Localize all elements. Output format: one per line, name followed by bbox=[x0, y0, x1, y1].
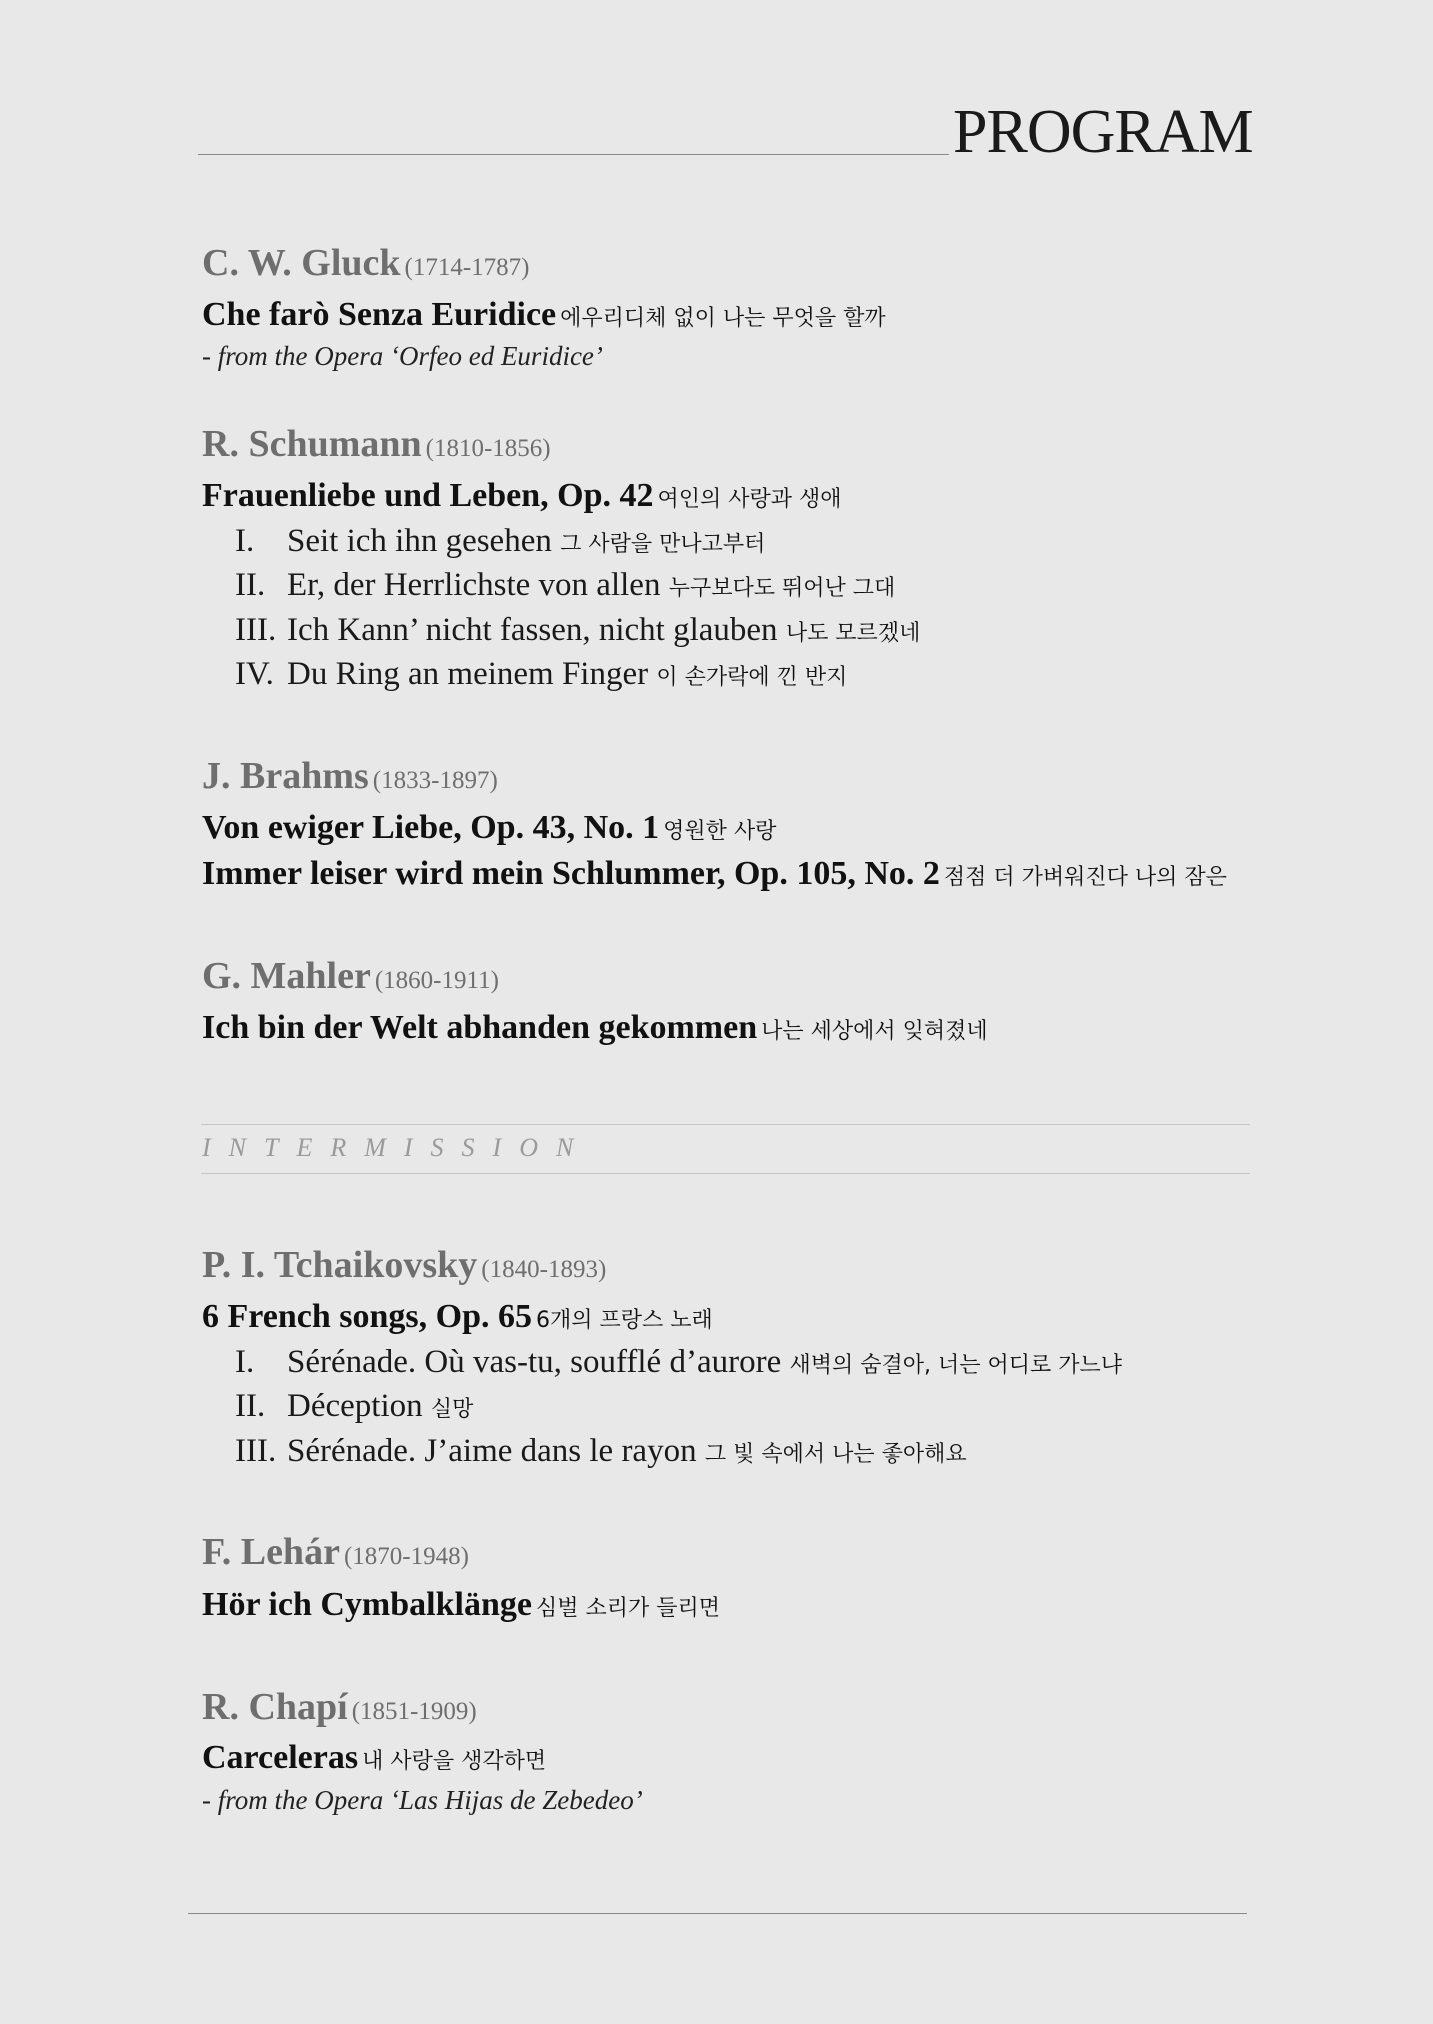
composer-name: P. I. Tchaikovsky bbox=[202, 1244, 478, 1286]
piece-title: Che farò Senza Euridice bbox=[202, 296, 557, 333]
movement-title: Sérénade. J’aime dans le rayon bbox=[287, 1433, 697, 1469]
piece-korean: 여인의 사랑과 생애 bbox=[657, 487, 842, 512]
composer-heading bbox=[202, 1243, 606, 1287]
composer-dates: (1714-1787) bbox=[404, 254, 530, 281]
composer-dates: (1833-1897) bbox=[372, 767, 498, 794]
movement-title: Du Ring an meinem Finger bbox=[287, 656, 649, 692]
movement-korean: 실망 bbox=[430, 1397, 474, 1422]
movement-korean: 새벽의 숨결아, 너는 어디로 가느냐 bbox=[789, 1353, 1122, 1378]
piece bbox=[202, 293, 886, 337]
piece-source: - from the Opera ‘Las Hijas de Zebedeo’ bbox=[202, 1785, 643, 1815]
composer-heading bbox=[202, 754, 498, 798]
composer-dates: (1860-1911) bbox=[374, 967, 499, 994]
movement-number: III. bbox=[235, 1433, 277, 1469]
movement bbox=[235, 652, 847, 696]
piece bbox=[202, 1006, 988, 1050]
piece-title: 6 French songs, Op. 65 bbox=[202, 1298, 532, 1335]
movement-title: Déception bbox=[287, 1388, 423, 1424]
movement bbox=[235, 519, 765, 563]
composer-heading bbox=[202, 954, 499, 998]
piece-korean: 나는 세상에서 잊혀졌네 bbox=[761, 1019, 988, 1044]
intermission-rule-top bbox=[201, 1124, 1250, 1125]
page-title: PROGRAM bbox=[953, 98, 1253, 166]
movement-title: Ich Kann’ nicht fassen, nicht glauben bbox=[287, 612, 778, 648]
movement-number: I. bbox=[235, 1344, 255, 1380]
piece bbox=[202, 1295, 713, 1339]
piece-title: Immer leiser wird mein Schlummer, Op. 105, No. 2 bbox=[202, 855, 940, 892]
movement-number: I. bbox=[235, 523, 255, 559]
movement bbox=[235, 563, 895, 607]
piece-korean: 내 사랑을 생각하면 bbox=[362, 1749, 547, 1774]
piece bbox=[202, 1736, 546, 1780]
piece bbox=[202, 1583, 720, 1627]
movement-korean: 그 빛 속에서 나는 좋아해요 bbox=[704, 1442, 967, 1467]
piece-korean: 에우리디체 없이 나는 무엇을 할까 bbox=[560, 306, 886, 331]
intermission-rule-bottom bbox=[201, 1173, 1250, 1174]
movement bbox=[235, 1384, 473, 1428]
piece-korean: 영원한 사랑 bbox=[663, 819, 777, 844]
piece bbox=[202, 806, 776, 850]
composer-heading bbox=[202, 422, 551, 466]
composer-name: R. Chapí bbox=[202, 1686, 348, 1728]
movement-korean: 나도 모르겠네 bbox=[785, 621, 921, 646]
piece-title: Von ewiger Liebe, Op. 43, No. 1 bbox=[202, 809, 660, 846]
composer-name: G. Mahler bbox=[202, 955, 371, 997]
piece-title: Hör ich Cymbalklänge bbox=[202, 1586, 532, 1623]
movement bbox=[235, 1429, 967, 1473]
movement-number: III. bbox=[235, 612, 277, 648]
composer-heading bbox=[202, 241, 530, 285]
composer-name: J. Brahms bbox=[202, 755, 369, 797]
movement-korean: 그 사람을 만나고부터 bbox=[560, 532, 766, 557]
header-rule bbox=[198, 154, 949, 155]
composer-name: C. W. Gluck bbox=[202, 242, 401, 284]
movement-title: Er, der Herrlichste von allen bbox=[287, 567, 661, 603]
composer-dates: (1851-1909) bbox=[351, 1698, 477, 1725]
piece-title: Frauenliebe und Leben, Op. 42 bbox=[202, 477, 654, 514]
movement bbox=[235, 1340, 1122, 1384]
composer-dates: (1840-1893) bbox=[481, 1256, 607, 1283]
piece-title: Ich bin der Welt abhanden gekommen bbox=[202, 1009, 758, 1046]
movement-number: IV. bbox=[235, 656, 274, 692]
composer-heading bbox=[202, 1685, 477, 1729]
composer-heading bbox=[202, 1530, 469, 1574]
piece-korean: 6개의 프랑스 노래 bbox=[535, 1308, 713, 1333]
composer-name: R. Schumann bbox=[202, 423, 422, 465]
piece-source: - from the Opera ‘Orfeo ed Euridice’ bbox=[202, 341, 603, 371]
piece-korean: 점점 더 가벼워진다 나의 잠은 bbox=[943, 865, 1227, 890]
movement-title: Sérénade. Où vas-tu, soufflé d’aurore bbox=[287, 1344, 782, 1380]
composer-name: F. Lehár bbox=[202, 1531, 340, 1573]
piece-korean: 심벌 소리가 들리면 bbox=[535, 1596, 720, 1621]
movement-title: Seit ich ihn gesehen bbox=[287, 523, 552, 559]
movement-number: II. bbox=[235, 567, 266, 603]
piece bbox=[202, 852, 1227, 896]
movement-korean: 이 손가락에 낀 반지 bbox=[656, 665, 848, 690]
piece bbox=[202, 474, 842, 518]
movement-korean: 누구보다도 뛰어난 그대 bbox=[668, 576, 896, 601]
composer-dates: (1810-1856) bbox=[425, 435, 551, 462]
composer-dates: (1870-1948) bbox=[343, 1543, 469, 1570]
footer-rule bbox=[188, 1913, 1247, 1914]
movement bbox=[235, 608, 920, 652]
piece-title: Carceleras bbox=[202, 1739, 359, 1776]
movement-number: II. bbox=[235, 1388, 266, 1424]
intermission-label: INTERMISSION bbox=[202, 1133, 592, 1162]
